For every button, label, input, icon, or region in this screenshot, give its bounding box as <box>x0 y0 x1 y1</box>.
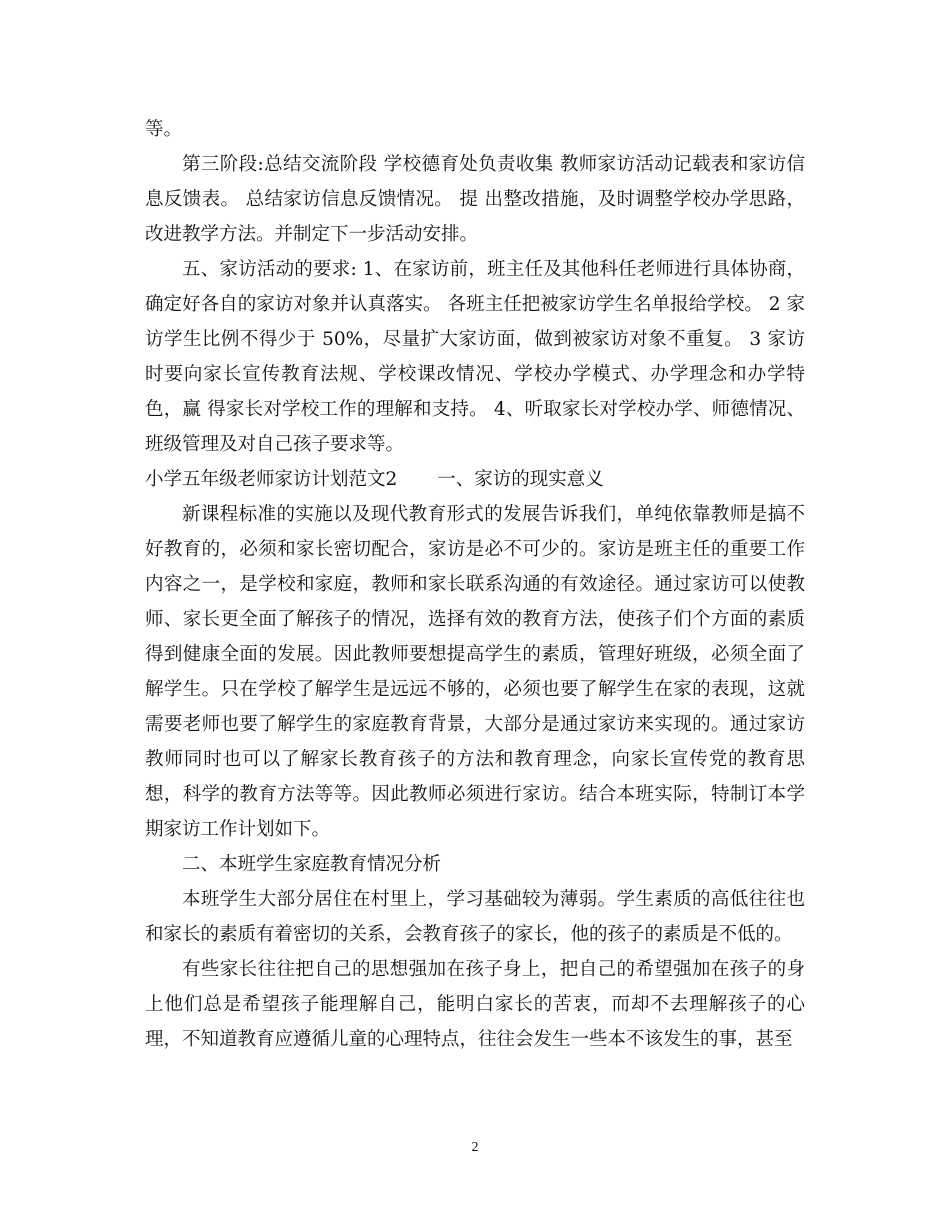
paragraph-parents: 有些家长往往把自己的思想强加在孩子身上，把自己的希望强加在孩子的身上他们总是希望孩子能理解自己，能明白家长的苦衷，而却不去理解孩子的心理，不知道教育应遵循儿童的心理特点，往往会发生一些本不该发生的事，甚至 <box>145 959 805 1050</box>
paragraph-significance: 新课程标准的实施以及现代教育形式的发展告诉我们，单纯依靠教师是搞不好教育的，必须和家长密切配合，家访是必不可少的。家访是班主任的重要工作内容之一，是学校和家庭，教师和家长联系沟通的有效途径。通过家访可以使教师、家长更全面了解孩子的情况，选择有效的教育方法，使孩子们个方面的素质得到健康全面的发展。因此教师要想提高学生的素质，管理好班级，必须全面了解学生。只在学校了解学生是远远不够的，必须也要了解学生在家的表现，这就需要老师也要了解学生的家庭教育背景，大部分是通过家访来实现的。通过家访教师同时也可以了解家长教育孩子的方法和教育理念，向家长宣传党的教育思想，科学的教育方法等等。因此教师必须进行家访。结合本班实际，特制订本学期家访工作计划如下。 <box>145 504 805 840</box>
paragraph-analysis-heading: 二、本班学生家庭教育情况分析 <box>182 854 442 875</box>
paragraph-requirements: 五、家访活动的要求: 1、在家访前，班主任及其他科任老师进行具体协商，确定好各自的家访对象并认真落实。 各班主任把被家访学生名单报给学校。 2 家访学生比例不得少于 50%，尽量扩大家访面，做到被家访对象不重复。 3 家访时要向家长宣传教育法规、学校课改情况、学校办学模式、办学理念和办学特色，赢 得家长对学校工作的理解和支持。 4、听取家长对学校办学、师德情况、班级管理及对自己孩子要求等。 <box>145 259 805 455</box>
page-number: 2 <box>471 1140 479 1155</box>
paragraph-continuation: 等。 <box>145 119 183 140</box>
paragraph-stage-three: 第三阶段:总结交流阶段 学校德育处负责收集 教师家访活动记载表和家访信息反馈表。 总结家访信息反馈情况。 提 出整改措施，及时调整学校办学思路，改进教学方法。并制定下一步活动安排。 <box>145 154 805 245</box>
document-body <box>145 112 805 1057</box>
paragraph-analysis: 本班学生大部分居住在村里上，学习基础较为薄弱。学生素质的高低往往也和家长的素质有着密切的关系，会教育孩子的家长，他的孩子的素质是不低的。 <box>145 889 805 945</box>
document-title: 小学五年级老师家访计划范文2 <box>145 469 398 490</box>
section-heading <box>145 462 805 497</box>
section-subtitle: 一、家访的现实意义 <box>437 469 604 490</box>
